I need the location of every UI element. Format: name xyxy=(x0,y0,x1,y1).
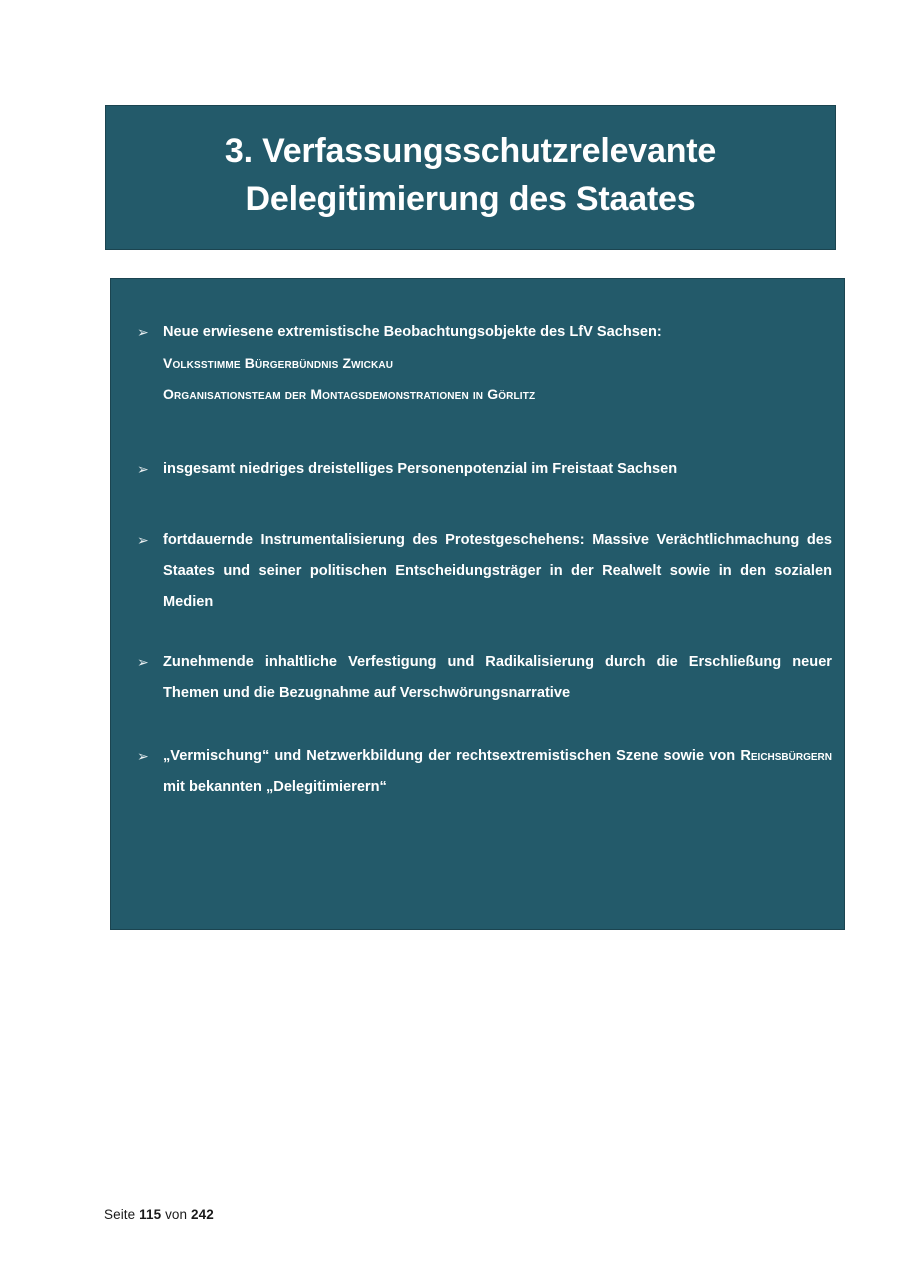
footer-label-middle: von xyxy=(161,1207,191,1222)
list-item xyxy=(121,525,834,618)
bullet-text: insgesamt niedriges dreistelliges Personenpotenzial im Freistaat Sachsen xyxy=(163,461,678,477)
content-panel xyxy=(110,278,845,930)
arrow-bullet-icon: ➢ xyxy=(137,324,149,340)
footer-total-pages: 242 xyxy=(191,1207,214,1222)
footer-label-prefix: Seite xyxy=(104,1207,140,1222)
title-line-1: 3. Verfassungsschutzrelevante xyxy=(224,131,717,170)
bullet-text: Zunehmende inhaltliche Verfestigung und Radikalisierung durch die Erschließung neuer Themen und die Bezugnahme auf Verschwörungsnarrative xyxy=(163,654,832,701)
bullet-text-part1: „Vermischung“ und Netzwerkbildung der rechtsextremistischen Szene sowie von xyxy=(163,748,741,764)
bullet-text: Neue erwiesene extremistische Beobachtungsobjekte des LfV Sachsen: xyxy=(163,324,662,340)
list-item xyxy=(121,741,834,803)
list-item xyxy=(121,647,834,709)
page-footer xyxy=(104,1207,214,1222)
observation-object-1: Volksstimme Bürgerbündnis Zwickau xyxy=(163,355,394,371)
arrow-bullet-icon: ➢ xyxy=(137,532,149,548)
bullet-text: fortdauernde Instrumentalisierung des Protestgeschehens: Massive Verächtlichmachung des Staates und seiner politischen Entscheidungsträger in der Realwelt sowie in den sozialen Medien xyxy=(163,532,832,610)
bullet-sublines xyxy=(163,348,832,410)
title-line-2: Delegitimierung des Staates xyxy=(245,179,696,218)
bullet-text-part2: mit bekannten „Delegitimierern“ xyxy=(163,779,387,795)
bullet-text-smallcaps: Reichsbürgern xyxy=(740,748,832,764)
list-item xyxy=(121,317,834,410)
arrow-bullet-icon: ➢ xyxy=(137,461,149,477)
arrow-bullet-icon: ➢ xyxy=(137,654,149,670)
title-banner xyxy=(105,105,836,250)
arrow-bullet-icon: ➢ xyxy=(137,748,149,764)
list-item xyxy=(121,454,834,485)
observation-object-2: Organisationsteam der Montagsdemonstrationen in Görlitz xyxy=(163,386,536,402)
bullet-list xyxy=(121,317,834,803)
footer-current-page: 115 xyxy=(139,1207,162,1222)
